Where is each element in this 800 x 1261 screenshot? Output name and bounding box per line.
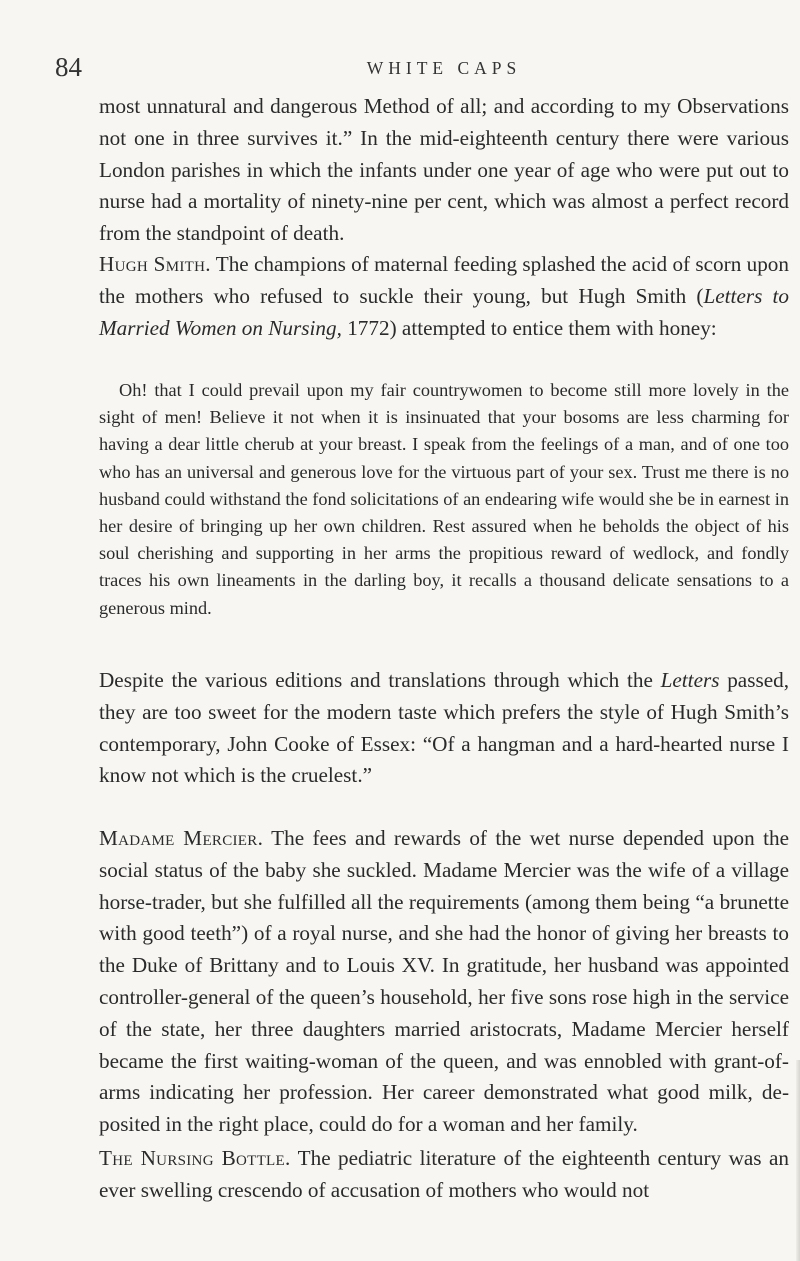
- section-head-nursing-bottle: The Nursing Bottle.: [99, 1146, 291, 1170]
- running-title: WHITE CAPS: [366, 58, 522, 78]
- paragraph-despite-part-a: Despite the various editions and translations through which the: [99, 668, 661, 692]
- paragraph-1: [99, 91, 789, 250]
- paragraph-despite: [99, 665, 789, 792]
- page-edge-shadow: [796, 1060, 800, 1261]
- paragraph-1-text: most unnatural and dangerous Method of all; and according to my Observations not one in three survives it.” In the mid-eighteenth century there were various London parishes in which the infants under one year of age who were put out to nurse had a mortality of ninety-nine per cent, which was almost a perfect record from the standpoint of death.: [99, 94, 789, 246]
- paragraph-nursing-bottle: [99, 1143, 789, 1207]
- paragraph-despite-part-b: passed, they are too sweet for the modern taste which prefers the style of Hugh Smith’s contemporary, John Cooke of Essex: “Of a hangman and a hard-hearted nurse I know not which is the cruelest.”: [99, 668, 789, 788]
- book-title-letters-short: Letters: [660, 668, 720, 692]
- page-number: 84: [55, 52, 82, 82]
- block-quote: [99, 377, 789, 622]
- paragraph-madame-mercier-body: The fees and rewards of the wet nurse depended upon the social status of the baby she suckled. Madame Mercier was the wife of a village horse-trader, but she fulfilled all the requirements (among them being “a brunette with good teeth”) of a royal nurse, and she had the honor of giving her breasts to the Duke of Brittany and to Louis XV. In gratitude, her husband was appointed controller-general of the queen’s household, her five sons rose high in the service of the state, her three daughters married aristocrats, Madame Mercier herself became the first waiting-woman of the queen, and was ennobled with grant-of-arms indicating her profession. Her career demonstrated what good milk, deposited in the right place, could do for a woman and her family.: [99, 826, 790, 1137]
- block-quote-text: Oh! that I could prevail upon my fair countrywomen to become still more lovely in the sight of men! Believe it not when it is insinuated that your bosoms are less charming for having a dear little cherub at your breast. I speak from the feelings of a man, and of one too who has an universal and generous love for the virtuous part of your sex. Trust me there is no husband could withstand the fond solicitations of an endearing wife would she be in earnest in her desire of bringing up her own children. Rest assured when he beholds the object of his soul cherishing and supporting in her arms the propitious reward of wedlock, and fondly traces his own lineaments in the darling boy, it recalls a thousand delicate sensations to a generous mind.: [99, 380, 789, 618]
- paragraph-madame-mercier-text: [99, 823, 789, 1141]
- paragraph-nursing-bottle-text: [99, 1143, 789, 1207]
- section-head-madame-mercier: Madame Mercier.: [99, 826, 264, 850]
- paragraph-despite-text: [99, 665, 789, 792]
- paragraph-hugh-smith-part-a: The champions of maternal feeding splashed the acid of scorn upon the mothers who refused to suckle their young, but Hugh Smith (: [99, 252, 789, 308]
- paragraph-hugh-smith: [99, 249, 789, 344]
- section-head-hugh-smith: Hugh Smith.: [99, 252, 211, 276]
- paragraph-hugh-smith-part-b: 1772) attempted to entice them with honey:: [341, 315, 717, 340]
- paragraph-hugh-smith-text: [99, 249, 789, 344]
- running-head: [55, 52, 789, 82]
- paragraph-nursing-bottle-body: The pediatric literature of the eighteenth century was an ever swelling crescendo of accusation of mothers who would not: [99, 1146, 789, 1202]
- book-title-letters: Letters to Married Women on Nursing,: [99, 283, 789, 340]
- paragraph-madame-mercier: [99, 823, 789, 1141]
